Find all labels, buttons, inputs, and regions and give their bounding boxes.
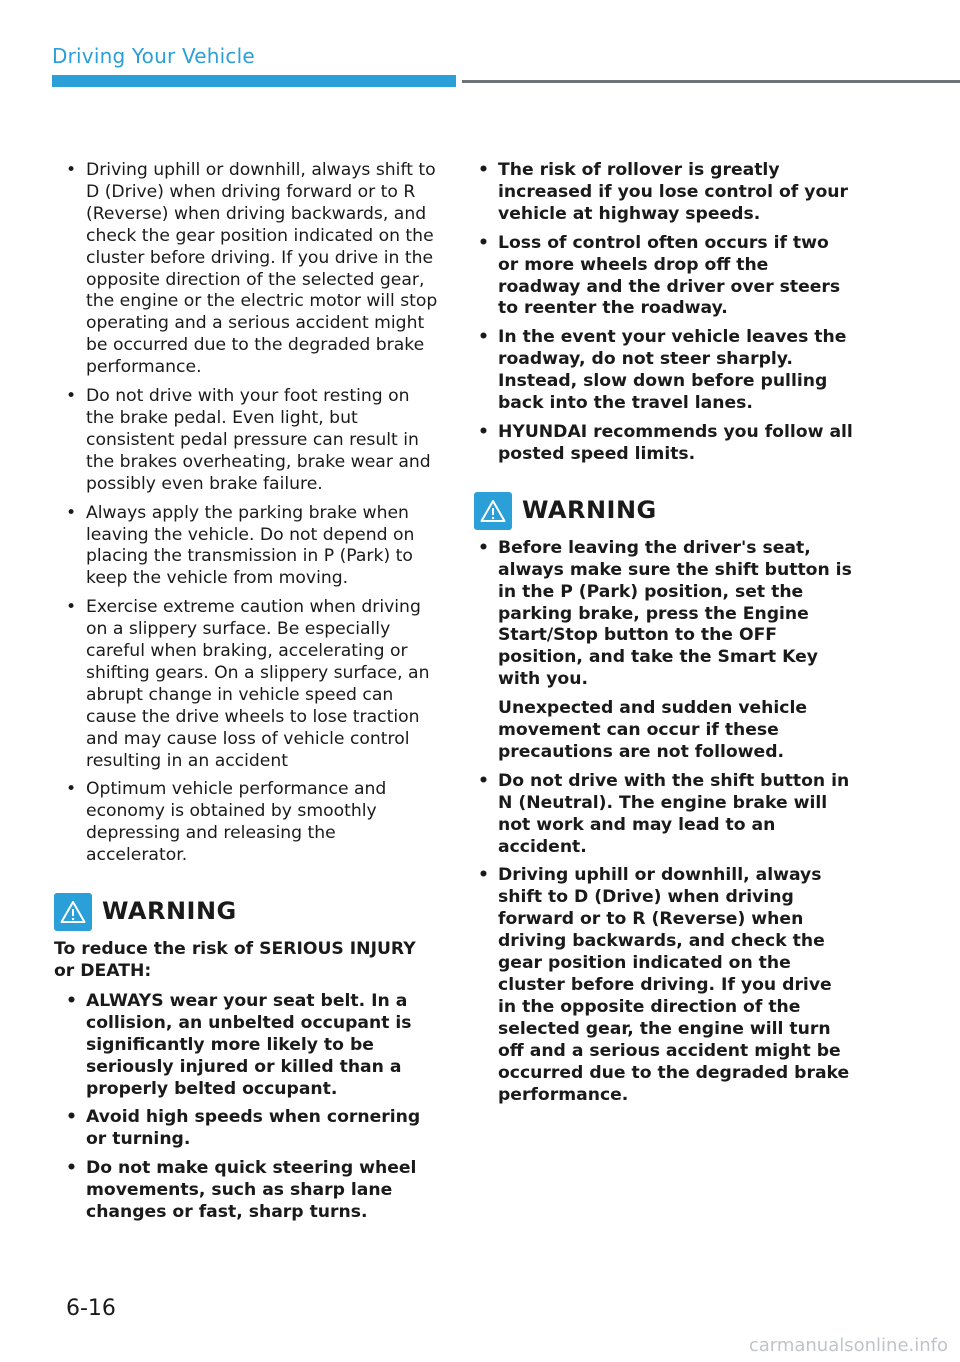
warning-intro: To reduce the risk of SERIOUS INJURY or DEATH:	[54, 939, 416, 981]
warning-triangle-icon	[474, 492, 512, 530]
right-warning-list	[474, 538, 854, 1107]
header-rule	[462, 80, 960, 83]
right-bullet-list	[474, 160, 854, 466]
list-item: • Driving uphill or downhill, always shift to D (Drive) when driving forward or to R (Reverse) when driving backwards, and check the gear position indicated on the cluster before driving. If you drive in the opposite direction of the selected gear, the engine will turn off and a serious accident might be occurred due to the degraded brake performance.	[474, 865, 854, 1106]
left-warning-list	[62, 991, 440, 1224]
list-item: • Driving uphill or downhill, always shift to D (Drive) when driving forward or to R (Reverse) when driving backwards, and check the gear position indicated on the cluster before driving. If you drive in the opposite direction of the selected gear, the engine or the electric motor will stop operating and a serious accident might be occurred due to the degraded brake performance.	[62, 160, 440, 379]
list-item: • Avoid high speeds when cornering or turning.	[62, 1107, 440, 1151]
warning-triangle-icon	[54, 893, 92, 931]
list-item: • Loss of control often occurs if two or more wheels drop off the roadway and the driver over steers to reenter the roadway.	[474, 233, 854, 321]
warning-label: WARNING	[522, 495, 657, 524]
warning-heading-left	[54, 893, 440, 931]
warning-subtext: Unexpected and sudden vehicle movement can occur if these precautions are not followed.	[498, 698, 808, 762]
right-column	[474, 160, 854, 1113]
list-item: • Always apply the parking brake when leaving the vehicle. Do not depend on placing the transmission in P (Park) to keep the vehicle from moving.	[62, 503, 440, 591]
page-number: 6-16	[66, 1296, 116, 1321]
warning-text: Before leaving the driver's seat, always make sure the shift button is in the P (Park) position, set the parking brake, press the Engine Start/Stop button to the OFF position, and take the Smart Key with you.	[498, 537, 852, 690]
header-accent-bar	[52, 75, 456, 87]
warning-label: WARNING	[102, 897, 237, 926]
list-item: • HYUNDAI recommends you follow all posted speed limits.	[474, 422, 854, 466]
list-item: • The risk of rollover is greatly increased if you lose control of your vehicle at highway speeds.	[474, 160, 854, 226]
warning-heading-right	[474, 492, 854, 530]
watermark: carmanualsonline.info	[748, 1335, 948, 1356]
list-item: • Do not make quick steering wheel movements, such as sharp lane changes or fast, sharp turns.	[62, 1158, 440, 1224]
list-item: • ALWAYS wear your seat belt. In a collision, an unbelted occupant is significantly more likely to be seriously injured or killed than a properly belted occupant.	[62, 991, 440, 1101]
list-item: • Do not drive with the shift button in N (Neutral). The engine brake will not work and may lead to an accident.	[474, 771, 854, 859]
list-item: • Optimum vehicle performance and economy is obtained by smoothly depressing and releasing the accelerator.	[62, 779, 440, 867]
list-item: • Exercise extreme caution when driving on a slippery surface. Be especially careful when braking, accelerating or shifting gears. On a slippery surface, an abrupt change in vehicle speed can cause the drive wheels to lose traction and may cause loss of vehicle control resulting in an accident	[62, 597, 440, 772]
list-item: • Do not drive with your foot resting on the brake pedal. Even light, but consistent pedal pressure can result in the brakes overheating, brake wear and possibly even brake failure.	[62, 386, 440, 496]
list-item	[474, 538, 854, 764]
left-column	[54, 160, 440, 1231]
left-bullet-list	[62, 160, 440, 867]
list-item: • In the event your vehicle leaves the roadway, do not steer sharply. Instead, slow down before pulling back into the travel lanes.	[474, 327, 854, 415]
section-title: Driving Your Vehicle	[52, 44, 255, 68]
